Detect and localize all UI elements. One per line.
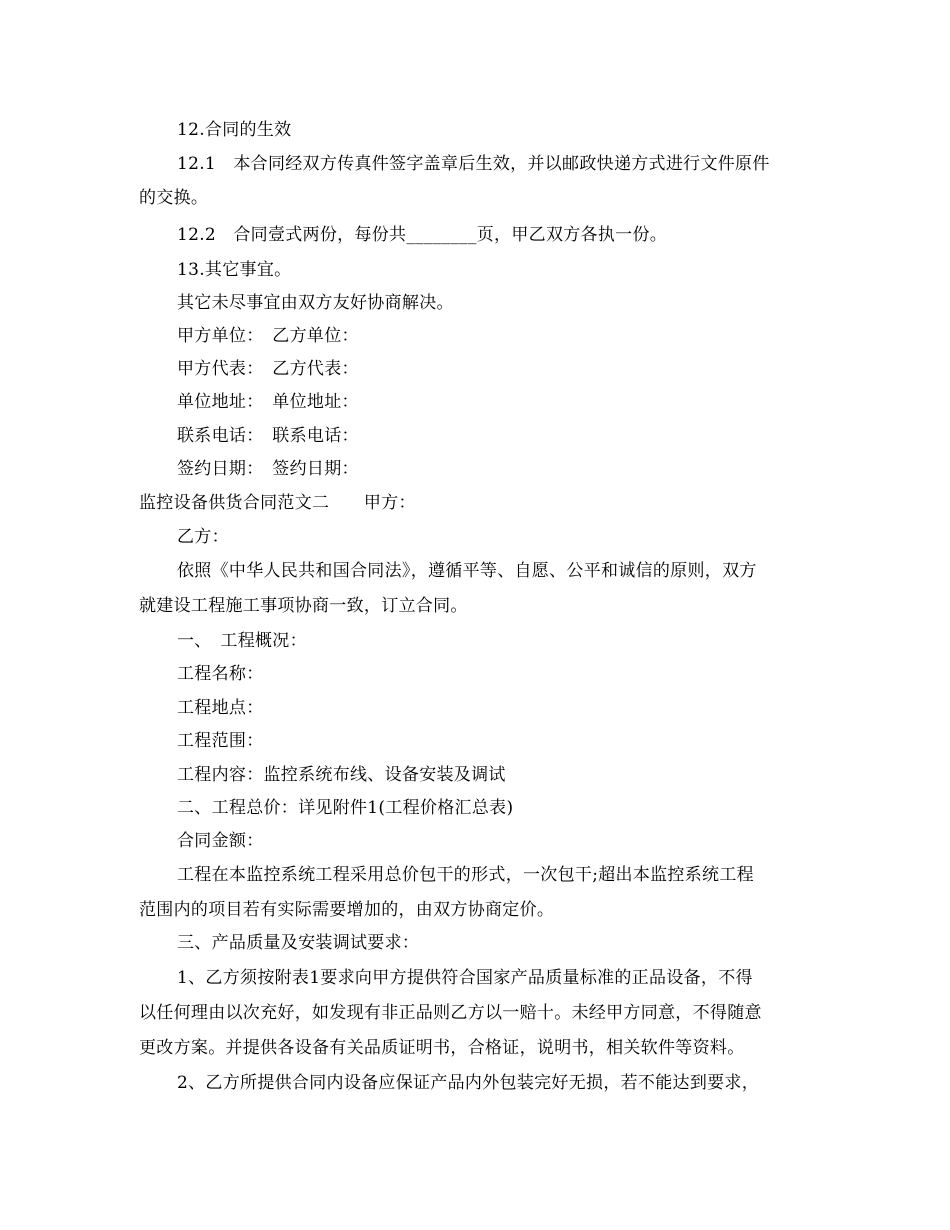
preamble-paragraph-continued: 就建设工程施工事项协商一致，订立合同。 (139, 596, 468, 616)
pricing-paragraph-continued: 范围内的项目若有实际需要增加的，由双方协商定价。 (139, 900, 555, 920)
quality-clause-1-continued-b: 更改方案。并提供各设备有关品质证明书，合格证，说明书，相关软件等资料。 (139, 1038, 745, 1058)
section-two-heading: 二、工程总价：详见附件1(工程价格汇总表) (177, 798, 514, 818)
signature-unit-row: 甲方单位： 乙方单位： (177, 326, 359, 346)
signature-phone-row: 联系电话： 联系电话： (177, 426, 359, 446)
contract-amount-field: 合同金额： (177, 831, 264, 851)
clause-12-2: 12.2 合同壹式两份，每份共________页，甲乙双方各执一份。 (177, 225, 668, 245)
clause-12-1-continued: 的交换。 (139, 188, 209, 208)
project-location-field: 工程地点： (177, 698, 264, 718)
sample-two-title: 监控设备供货合同范文二 甲方： (139, 493, 416, 513)
quality-clause-2: 2、乙方所提供合同内设备应保证产品内外包装完好无损，若不能达到要求， (177, 1073, 760, 1093)
party-b-line: 乙方： (177, 527, 229, 547)
quality-clause-1: 1、乙方须按附表1要求向甲方提供符合国家产品质量标准的正品设备，不得 (177, 968, 753, 988)
section-three-heading: 三、产品质量及安装调试要求： (177, 933, 420, 953)
signature-address-row: 单位地址： 单位地址： (177, 392, 359, 412)
project-content-field: 工程内容：监控系统布线、设备安装及调试 (177, 765, 506, 785)
signature-representative-row: 甲方代表： 乙方代表： (177, 359, 359, 379)
preamble-paragraph: 依照《中华人民共和国合同法》，遵循平等、自愿、公平和诚信的原则，双方 (177, 561, 757, 581)
pricing-paragraph: 工程在本监控系统工程采用总价包干的形式，一次包干;超出本监控系统工程 (177, 865, 754, 885)
signature-date-row: 签约日期： 签约日期： (177, 459, 359, 479)
clause-12-1: 12.1 本合同经双方传真件签字盖章后生效，并以邮政快递方式进行文件原件 (177, 154, 770, 174)
quality-clause-1-continued-a: 以任何理由以次充好，如发现有非正品则乙方以一赔十。未经甲方同意，不得随意 (139, 1003, 762, 1023)
project-name-field: 工程名称： (177, 664, 264, 684)
section-heading-12: 12.合同的生效 (177, 120, 292, 140)
section-one-heading: 一、 工程概况： (177, 631, 307, 651)
project-scope-field: 工程范围： (177, 731, 264, 751)
clause-13-text: 其它未尽事宜由双方友好协商解决。 (177, 293, 454, 313)
section-heading-13: 13.其它事宜。 (177, 260, 292, 280)
